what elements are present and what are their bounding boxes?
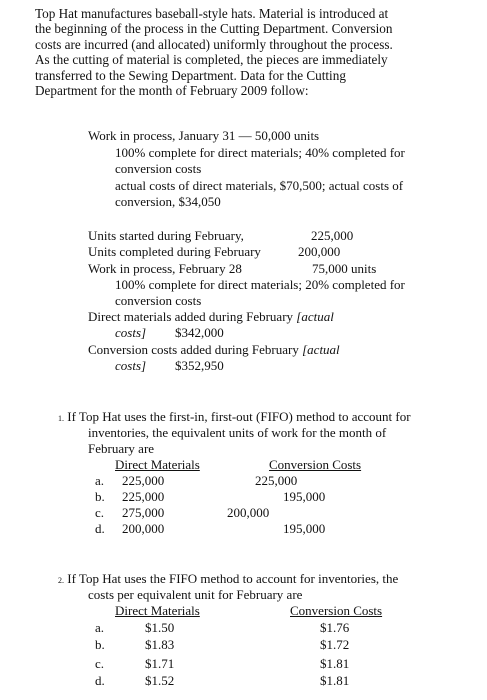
option-dm: $1.83 — [145, 637, 175, 652]
option-dm: 225,000 — [122, 489, 165, 504]
option-dm: $1.71 — [145, 656, 175, 671]
cc-added-value: $352,950 — [175, 358, 224, 373]
option-letter: d. — [95, 673, 105, 688]
units-completed-label: Units completed during February — [88, 244, 261, 259]
intro-line: Top Hat manufactures baseball-style hats. Material is introduced at — [35, 6, 389, 21]
cc-added-note-cont: costs] — [115, 358, 147, 373]
dm-added-note-cont: costs] — [115, 325, 147, 340]
header-conversion-costs: Conversion Costs — [290, 603, 383, 618]
option-cc: 225,000 — [255, 473, 298, 488]
option-dm: 225,000 — [122, 473, 165, 488]
dm-added-label — [88, 309, 334, 324]
option-dm: $1.52 — [145, 673, 175, 688]
option-cc: 195,000 — [283, 521, 326, 536]
question-line: If Top Hat uses the first-in, first-out (FIFO) method to account for — [67, 409, 411, 424]
question-line: inventories, the equivalent units of work for the month of — [88, 425, 387, 440]
intro-line: costs are incurred (and allocated) uniformly throughout the process. — [35, 36, 393, 52]
option-dm: $1.50 — [145, 620, 175, 635]
option-cc: $1.81 — [320, 673, 350, 688]
dm-added-note: [actual — [296, 309, 334, 324]
dm-added-text: Direct materials added during February — [88, 309, 297, 324]
units-completed-value: 200,000 — [298, 244, 341, 259]
header-conversion-costs: Conversion Costs — [269, 457, 362, 472]
option-letter: c. — [95, 505, 105, 520]
option-letter: d. — [95, 521, 105, 536]
intro-line: As the cutting of material is completed, the pieces are immediately — [35, 52, 388, 68]
question-number: 2. — [58, 576, 64, 585]
option-cc: $1.81 — [320, 656, 350, 671]
actual-costs: conversion, $34,050 — [115, 194, 221, 209]
wip-begin-detail: 100% complete for direct materials; 40% completed for — [115, 145, 405, 160]
wip-end-value: 75,000 units — [312, 261, 377, 276]
option-dm: 200,000 — [122, 521, 165, 536]
option-dm: 275,000 — [122, 505, 165, 520]
option-cc: $1.76 — [320, 620, 350, 635]
cc-added-label — [88, 342, 340, 357]
question-1-text — [58, 409, 411, 426]
cc-added-text: Conversion costs added during February — [88, 342, 303, 357]
intro-line: Department for the month of February 2009 follow: — [35, 83, 309, 99]
option-letter: a. — [95, 620, 105, 635]
intro-line: transferred to the Sewing Department. Data for the Cutting — [35, 67, 346, 83]
option-letter: a. — [95, 473, 105, 488]
option-cc: $1.72 — [320, 637, 350, 652]
option-letter: c. — [95, 656, 105, 671]
header-direct-materials: Direct Materials — [115, 603, 200, 618]
units-started-label: Units started during February, — [88, 228, 244, 243]
wip-begin: Work in process, January 31 — 50,000 units — [88, 128, 320, 143]
option-cc: 195,000 — [283, 489, 326, 504]
option-cc: 200,000 — [227, 505, 270, 520]
question-line: If Top Hat uses the FIFO method to account for inventories, the — [67, 571, 399, 586]
units-started-value: 225,000 — [311, 228, 354, 243]
question-number: 1. — [58, 414, 64, 423]
option-letter: b. — [95, 489, 105, 504]
question-line: February are — [88, 441, 155, 456]
wip-end-label: Work in process, February 28 — [88, 261, 242, 276]
header-direct-materials: Direct Materials — [115, 457, 200, 472]
intro-paragraph — [35, 6, 455, 98]
question-2-text — [58, 571, 398, 588]
intro-line: the beginning of the process in the Cutting Department. Conversion — [35, 21, 393, 37]
wip-end-detail: conversion costs — [115, 293, 202, 308]
option-letter: b. — [95, 637, 105, 652]
wip-begin-detail: conversion costs — [115, 161, 202, 176]
dm-added-value: $342,000 — [175, 325, 224, 340]
question-line: costs per equivalent unit for February are — [88, 587, 303, 602]
cc-added-note: [actual — [302, 342, 340, 357]
wip-end-detail: 100% complete for direct materials; 20% completed for — [115, 277, 405, 292]
actual-costs: actual costs of direct materials, $70,500; actual costs of — [115, 178, 404, 193]
